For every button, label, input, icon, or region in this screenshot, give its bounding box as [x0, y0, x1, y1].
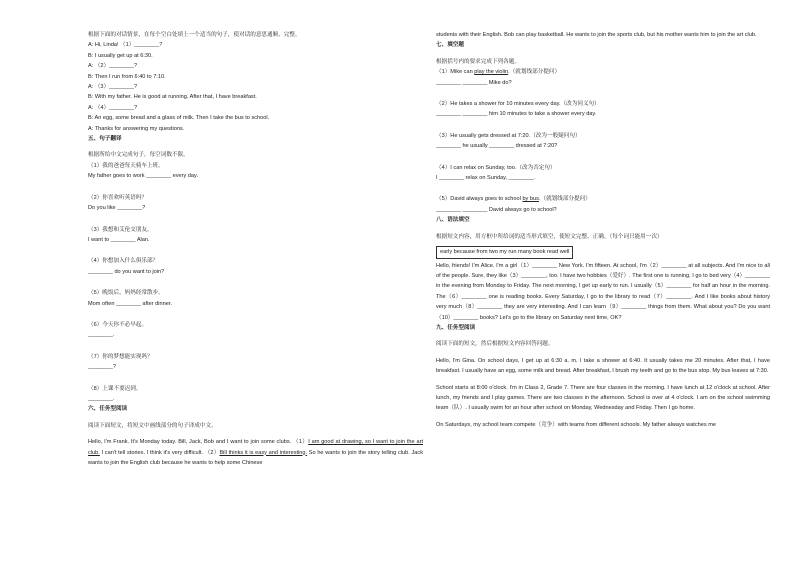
translation-question-en: ________? [88, 364, 116, 371]
fill-answer: ________ he usually ________ dressed at 7:20? [436, 143, 558, 150]
fill-answer: I ________ relax on Sunday, ________. [436, 175, 536, 182]
translation-question-cn: （8）上课不要迟到。 [88, 385, 142, 392]
dialogue-line: A: Hi, Linda! （1）________? [88, 42, 163, 49]
reading-paragraph: School starts at 8:00 o'clock. I'm in Class 2, Grade 7. There are four classes in the morning. I have lunch at 12 o'clock at school. After lunch, my friends and I play games. There are two classes in the afternoon. School is over at 4 o'clock. I am on the school swimming team（队）. I usually swim for an hour after school on Monday, Wednesday and Friday. Then I go home. [436, 384, 770, 412]
reading-paragraph: On Saturdays, my school team compete（竞争）with teams from different schools. My father always watches me [436, 421, 716, 428]
reading-passage: Hello, I'm Frank. It's Monday today. Bill, Jack, Bob and I want to join some clubs. （1）I am good at drawing, so I want to join the art club. I can't tell stories. I think it's very difficult. （2）Bill thinks it is easy and interesting. So he wants to join the story telling club. Jack wants to join the English club because he wants to help some Chinese [88, 439, 423, 466]
section-5-title: 五、句子翻译 [88, 136, 122, 143]
dialogue-line: A: （2）________? [88, 63, 138, 70]
section-9-title: 九、任务型阅读 [436, 324, 476, 331]
section-7-title: 七、填空题 [436, 42, 464, 49]
section-9-instruction: 阅读下面的短文，然后根据短文内容回答问题。 [436, 341, 554, 348]
fill-question: （4）I can relax on Sunday, too.（改为否定句） [436, 164, 556, 171]
left-column [88, 30, 423, 468]
fill-question: （5）David always goes to school by bus.（就划线部分提问） [436, 196, 591, 203]
section-8-instruction: 根据短文内容，用方框中所给词的适当形式填空，使短文完整、正确。（每个词只能用一次） [436, 233, 663, 240]
section-5-instruction: 根据所给中文完成句子，每空词数不限。 [88, 152, 189, 159]
dialogue-line: B: With my father. He is good at running. After that, I have breakfast. [88, 94, 257, 101]
fill-question: （2）He takes a shower for 10 minutes every day.（改为同义句） [436, 101, 600, 108]
translation-question-en: My father goes to work ________ every day. [88, 173, 198, 180]
translation-question-cn: （6）今天你不必早起。 [88, 321, 148, 328]
grammar-passage: Hello, friends! I'm Alice. I'm a girl（1）________ New York. I'm fifteen. At school, I'm（2）________ at all subjects. And I'm nice to all of the people. Sure, they like（3）________, too. I have two hobbies（爱好）. The first one is running. I go to bed very（4）________ in the evening from Monday to Friday. The next morning, I get up early to run. I usually（5）________ for half an hour in the morning. The（6）________ one is reading books. Every Saturday, I go to the library to read（7）________. And I like books about history very much（8）________ they are very interesting. And I can learn（9）________ things from them. What about you? Do you want（10）________ books? Let's go to the library on Saturday next time, OK? [436, 262, 770, 321]
translation-question-en: Mom often ________ after dinner. [88, 300, 172, 307]
right-column [436, 30, 770, 430]
translation-question-cn: （4）你想加入什么俱乐部？ [88, 258, 159, 265]
dialogue-line: A: （3）________? [88, 84, 138, 91]
dialogue-line: B: Then I run from 6:40 to 7:10. [88, 73, 166, 80]
fill-question: （3）He usually gets dressed at 7:20.（改为一般疑问句） [436, 132, 581, 139]
reading-passage-continued: students with their English. Bob can play basketball. He wants to join the sports club, but his mother wants him to join the art club. [436, 32, 757, 38]
translation-question-cn: （5）晚饭后，妈妈经常散步。 [88, 290, 164, 297]
dialogue-line: B: I usually get up at 6:30. [88, 52, 153, 59]
dialogue-line: A: Thanks for answering my questions. [88, 125, 185, 132]
fill-answer: ________ ________ him 10 minutes to take a shower every day. [436, 111, 597, 118]
translation-question-en: Do you like ________? [88, 205, 146, 212]
fill-answer: ________ ________ Mike do? [436, 79, 512, 86]
translation-question-cn: （3）我想和艾伦交朋友。 [88, 226, 153, 233]
dialogue-instruction: 根据下面的对话情景，在每个空白处填上一个适当的句子，使对话的意思通顺、完整。 [88, 32, 301, 38]
reading-paragraph: Hello, I'm Gina. On school days, I get up at 6:30 a. m. I take a shower at 6:40. It usually takes me 20 minutes. After that, I have breakfast. I usually have an egg, some milk and bread. After breakfast, I brush my teeth and go to the bus stop. My bus leaves at 7:30. [436, 357, 770, 375]
underlined-sentence: Bill thinks it is easy and interesting. [219, 449, 308, 456]
section-6-instruction: 阅读下面短文，将短文中画线部分的句子译成中文。 [88, 422, 217, 429]
section-7-instruction: 根据括号内的要求完成下列各题。 [436, 58, 520, 65]
translation-question-en: I want to ________ Alan. [88, 236, 150, 243]
dialogue-line: B: An egg, some bread and a glass of milk. Then I take the bus to school. [88, 115, 270, 122]
fill-answer: ________ ________ David always go to school? [436, 206, 557, 213]
translation-question-cn: （7）你的梦想能实现吗？ [88, 353, 153, 360]
section-8-title: 八、语法填空 [436, 217, 470, 224]
translation-question-cn: （2）你喜欢听英语吗？ [88, 194, 148, 201]
translation-question-en: ________. [88, 395, 115, 402]
translation-question-en: ________ do you want to join? [88, 268, 165, 275]
fill-question: （1）Mike can play the violin.（就划线部分提问） [436, 69, 561, 76]
dialogue-line: A: （4）________? [88, 104, 138, 111]
section-6-title: 六、任务型阅读 [88, 406, 128, 413]
underlined-sentence: I am good at drawing, so I want to join the art club. [88, 439, 423, 456]
translation-question-cn: （1）我的爸爸每天骑车上班。 [88, 162, 164, 169]
translation-question-en: ________. [88, 332, 115, 339]
word-bank-box: early because from two my run many book read well [436, 246, 573, 258]
